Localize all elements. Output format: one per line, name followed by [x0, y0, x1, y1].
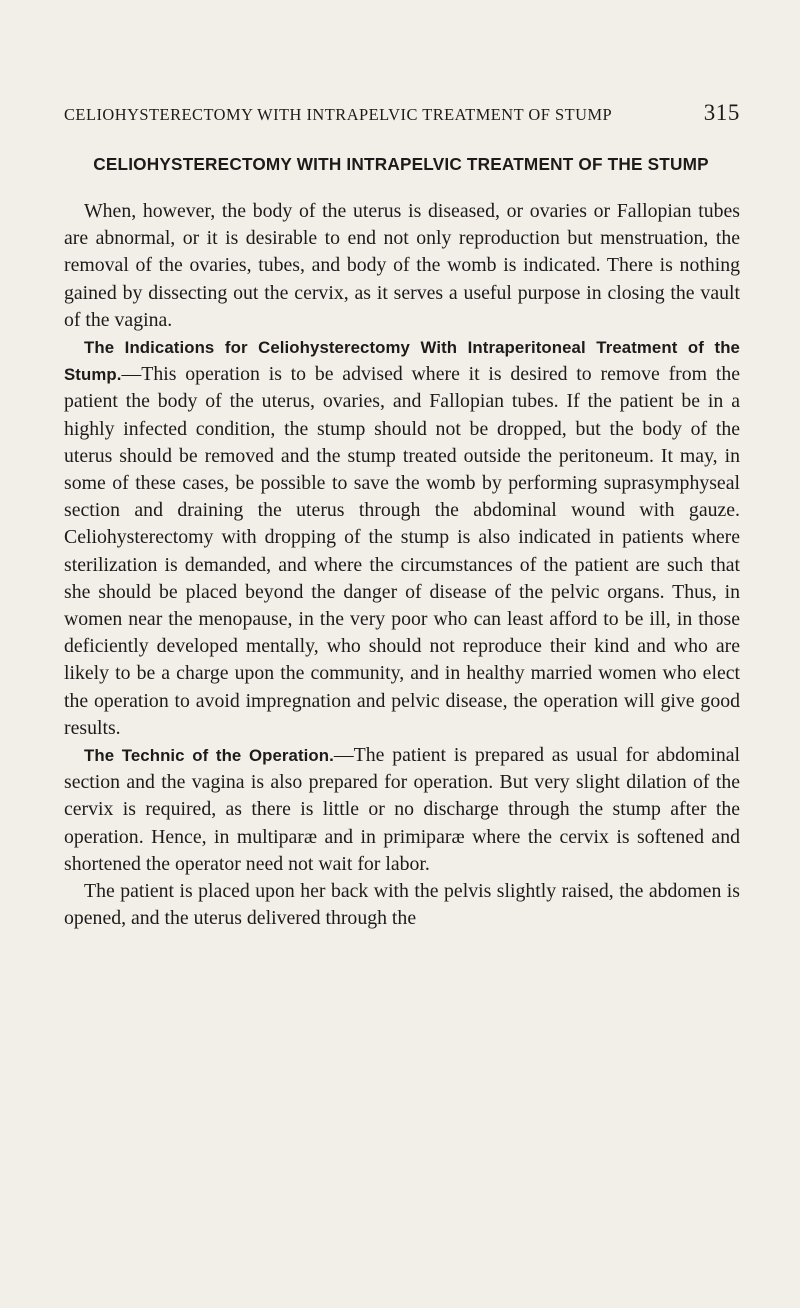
running-head-title: CELIOHYSTERECTOMY WITH INTRAPELVIC TREATMENT OF STUMP — [64, 105, 613, 124]
paragraph-text: The patient is placed upon her back with the pelvis slightly raised, the abdomen is opened, and the uterus delivered through the — [64, 880, 740, 930]
section-heading-technic: The Technic of the Operation. — [84, 746, 334, 766]
running-head — [64, 100, 740, 136]
paragraph — [64, 878, 740, 932]
paragraph — [64, 198, 740, 334]
paragraph-text: —This operation is to be advised where it is desired to remove from the patient the body of the uterus, ovaries, and Fallopian tubes. If the patient be in a highly infected condition, the stump should not be dropped, but the body of the uterus should be removed and the stump treated outside the peritoneum. It may, in some of these cases, be possible to save the womb by performing suprasymphyseal section and draining the uterus through the abdominal wound with gauze. Celiohysterectomy with dropping of the stump is also indicated in patients where sterilization is demanded, and where the circumstances of the patient are such that she should be placed beyond the danger of disease of the pelvic organs. Thus, in women near the menopause, in the very poor who can least afford to be ill, in those deficiently developed mentally, who should not reproduce their kind and who are likely to be a charge upon the community, and in healthy married women who elect the operation to avoid impregnation and pelvic disease, the operation will give good results. — [64, 363, 740, 739]
chapter-title: CELIOHYSTERECTOMY WITH INTRAPELVIC TREATMENT OF THE STUMP — [93, 154, 709, 174]
paragraph — [64, 742, 740, 878]
page-number: 315 — [703, 100, 740, 125]
body-text — [64, 198, 740, 932]
paragraph-text: —The patient is prepared as usual for abdominal section and the vagina is also prepared for operation. But very slight dilation of the cervix is required, as there is little or no discharge through the stump after the operation. Hence, in multiparæ and in primiparæ where the cervix is softened and shortened the operator need not wait for labor. — [64, 744, 740, 875]
section-heading-indications: The Indications for Celiohysterectomy With Intraperitoneal Treatment of the Stump. — [64, 338, 740, 385]
paragraph-text: When, however, the body of the uterus is diseased, or ovaries or Fallopian tubes are abnormal, or it is desirable to end not only reproduction but menstruation, the removal of the ovaries, tubes, and body of the womb is indicated. There is nothing gained by dissecting out the cervix, as it serves a useful purpose in closing the vault of the vagina. — [64, 200, 740, 331]
paragraph — [64, 334, 740, 742]
